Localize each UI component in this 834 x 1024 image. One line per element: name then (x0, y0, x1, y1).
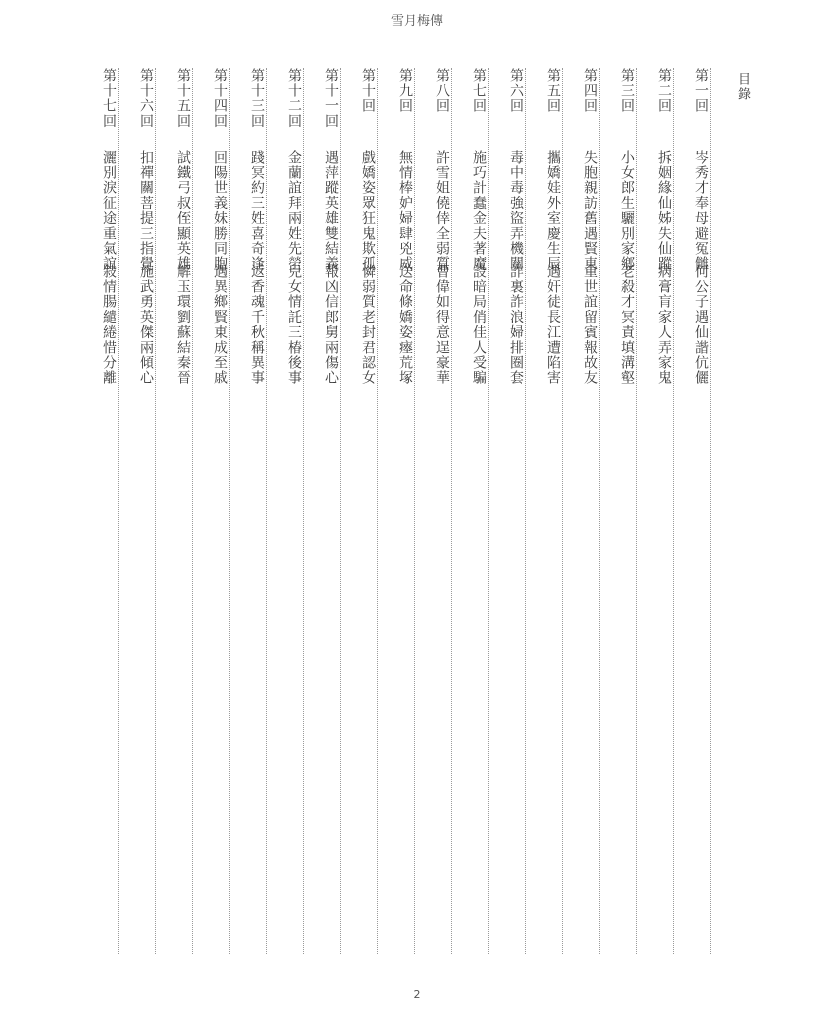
chapter-title-first: 岑秀才奉母避冤雠 (693, 150, 709, 272)
chapter-title-first: 小女郎生驪別家鄉 (619, 150, 635, 272)
chapter-number: 第五回 (545, 68, 561, 114)
chapter-number: 第十回 (360, 68, 376, 114)
chapter-title-first: 試鐵弓叔侄顯英雄 (175, 150, 191, 272)
toc-entry (581, 68, 600, 954)
chapter-number: 第十五回 (175, 68, 191, 129)
chapter-title-first: 遇萍蹤英雄雙結義 (323, 150, 339, 272)
toc-entry (322, 68, 341, 954)
chapter-number: 第十一回 (323, 68, 339, 129)
chapter-title-second: 解玉環劉蘇結秦晉 (175, 264, 191, 386)
chapter-title-second: 病膏肓家人弄家鬼 (656, 264, 672, 386)
chapter-title-second: 兒女情託三椿後事 (286, 264, 302, 386)
chapter-title-second: 返香魂千秋稱異事 (249, 264, 265, 386)
chapter-number: 第十二回 (286, 68, 302, 129)
chapter-title-second: 遇異鄉賢東成至戚 (212, 264, 228, 386)
chapter-number: 第三回 (619, 68, 635, 114)
chapter-number: 第一回 (693, 68, 709, 114)
chapter-title-second: 設暗局俏佳人受騙 (471, 264, 487, 386)
toc-entry (470, 68, 489, 954)
toc-entry (211, 68, 230, 954)
chapter-title-second: 曹偉如得意逞豪華 (434, 264, 450, 386)
chapter-title-first: 攜嬌娃外室慶生辰 (545, 150, 561, 272)
chapter-title-first: 灑別淚征途重氣誼 (101, 150, 117, 272)
chapter-title-first: 毒中毒強盜弄機關 (508, 150, 524, 272)
toc-entry (618, 68, 637, 954)
toc-entry (433, 68, 452, 954)
chapter-title-first: 踐冥約三姓喜奇逢 (249, 150, 265, 272)
toc-entry (359, 68, 378, 954)
chapter-number: 第十七回 (101, 68, 117, 129)
toc-entry (692, 68, 711, 954)
toc-entry (137, 68, 156, 954)
chapter-title-second: 敍情腸繾綣惜分離 (101, 264, 117, 386)
chapter-title-first: 戲嬌姿眾狂鬼欺孤 (360, 150, 376, 272)
toc-heading: 目錄 (735, 72, 750, 102)
toc-entry (285, 68, 304, 954)
chapter-number: 第七回 (471, 68, 487, 114)
chapter-title-first: 施巧計蠢金夫著魔 (471, 150, 487, 272)
toc-entry (396, 68, 415, 954)
chapter-title-second: 遇奸徒長江遭陷害 (545, 264, 561, 386)
chapter-title-first: 金蘭誼拜兩姓先塋 (286, 150, 302, 272)
toc-entry (655, 68, 674, 954)
chapter-title-first: 拆姻緣仙姊失仙蹤 (656, 150, 672, 272)
chapter-title-first: 失胞親訪舊遇賢東 (582, 150, 598, 272)
chapter-title-second: 報凶信郎舅兩傷心 (323, 264, 339, 386)
toc-entry (544, 68, 563, 954)
running-header: 雪月梅傳 (390, 14, 443, 29)
chapter-title-second: 何公子遇仙諧伉儷 (693, 264, 709, 386)
chapter-number: 第十三回 (249, 68, 265, 129)
toc-entry (100, 68, 119, 954)
chapter-title-first: 扣禪關菩提三指覺 (138, 150, 154, 272)
chapter-title-second: 憐弱質老封君認女 (360, 264, 376, 386)
chapter-number: 第四回 (582, 68, 598, 114)
toc-entry (507, 68, 526, 954)
chapter-number: 第十四回 (212, 68, 228, 129)
chapter-title-second: 送命條嬌姿瘞荒塚 (397, 264, 413, 386)
chapter-title-first: 回陽世義妹勝同胞 (212, 150, 228, 272)
chapter-number: 第六回 (508, 68, 524, 114)
chapter-title-second: 施武勇英傑兩傾心 (138, 264, 154, 386)
chapter-number: 第八回 (434, 68, 450, 114)
chapter-title-second: 重世誼留賓報故友 (582, 264, 598, 386)
chapter-number: 第二回 (656, 68, 672, 114)
chapter-number: 第十六回 (138, 68, 154, 129)
chapter-number: 第九回 (397, 68, 413, 114)
page-number: 2 (413, 988, 421, 1001)
chapter-title-first: 無情棒妒婦肆兇威 (397, 150, 413, 272)
chapter-title-second: 詐裏詐浪婦排圈套 (508, 264, 524, 386)
toc-entry (248, 68, 267, 954)
toc-entry (174, 68, 193, 954)
chapter-title-first: 許雪姐僥倖全弱質 (434, 150, 450, 272)
chapter-title-second: 老殺才冥責填溝壑 (619, 264, 635, 386)
